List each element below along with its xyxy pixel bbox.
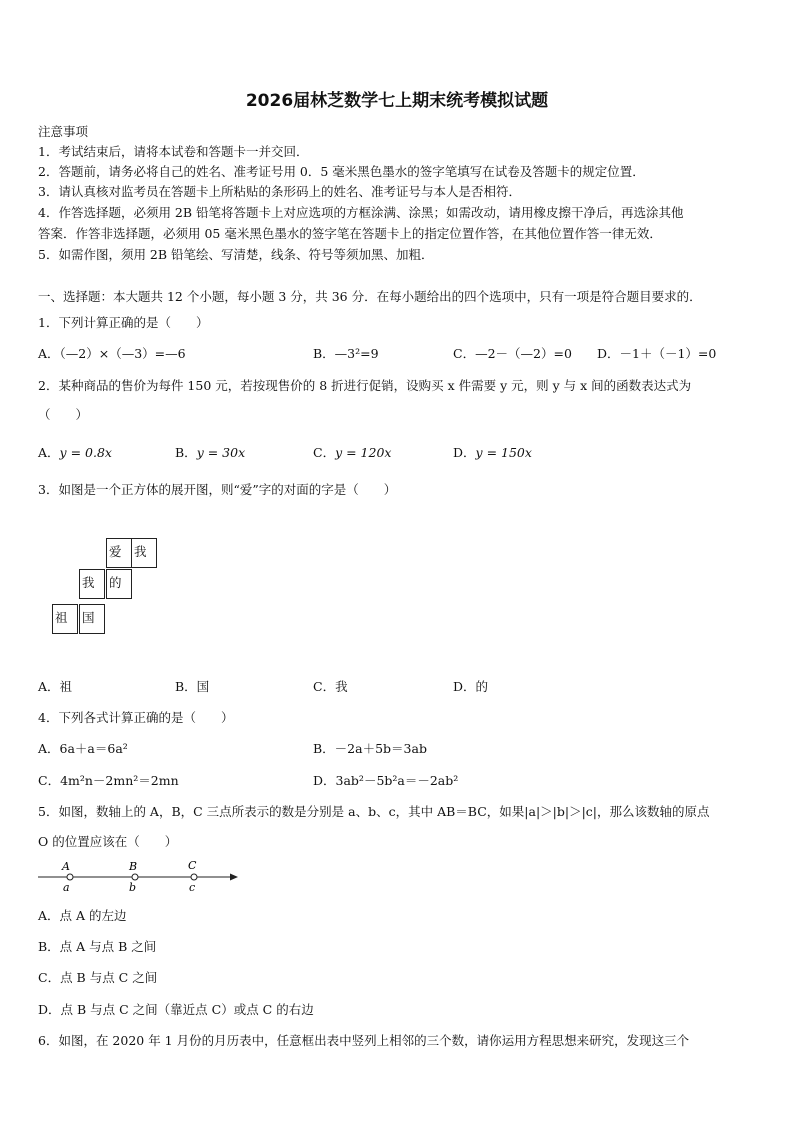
- q3-option-b: B．国: [175, 679, 210, 694]
- q3-option-c: C．我: [313, 679, 348, 694]
- value-c-label: c: [189, 881, 196, 894]
- q2-option-b: B．y = 30x: [175, 445, 246, 460]
- net-cell: 国: [79, 604, 105, 634]
- question-3-stem: 3．如图是一个正方体的展开图，则“爱”字的对面的字是（ ）: [38, 482, 397, 497]
- notice-item: 1．考试结束后，请将本试卷和答题卡一并交回．: [38, 144, 309, 159]
- point-c-marker: [191, 874, 197, 880]
- question-1-stem: 1．下列计算正确的是（ ）: [38, 315, 209, 330]
- notice-item: 4．作答选择题，必须用 2B 铅笔将答题卡上对应选项的方框涂满、涂黑；如需改动，请用橡皮擦干净后，再选涂其他: [38, 205, 684, 220]
- q1-option-b: B．—3²=9: [313, 346, 379, 361]
- question-6-stem: 6．如图，在 2020 年 1 月份的月历表中，任意框出表中竖列上相邻的三个数，请你运用方程思想来研究，发现这三个: [38, 1033, 690, 1048]
- notice-heading: 注意事项: [38, 124, 89, 139]
- cube-net-figure: [52, 538, 156, 644]
- q1-option-d: D．－1＋（－1）=0: [597, 346, 717, 361]
- q1-option-a: A．（—2）×（—3）=—6: [38, 346, 186, 361]
- net-cell: 祖: [52, 604, 78, 634]
- value-a-label: a: [63, 881, 70, 894]
- q5-option-b: B．点 A 与点 B 之间: [38, 939, 157, 954]
- q4-option-d: D．3ab²－5b²a＝－2ab²: [313, 773, 459, 788]
- net-cell: 的: [106, 569, 132, 599]
- point-a-marker: [67, 874, 73, 880]
- q5-option-a: A．点 A 的左边: [38, 908, 127, 923]
- notice-item: 3．请认真核对监考员在答题卡上所粘贴的条形码上的姓名、准考证号与本人是否相符．: [38, 184, 521, 199]
- notice-item: 5．如需作图，须用 2B 铅笔绘、写清楚，线条、符号等须加黑、加粗．: [38, 247, 434, 262]
- question-2-stem-cont: （ ）: [38, 407, 89, 422]
- q1-option-c: C．—2－（—2）=0: [453, 346, 572, 361]
- net-cell: 我: [79, 569, 105, 599]
- question-5-stem: 5．如图，数轴上的 A，B，C 三点所表示的数是分别是 a、b、c，其中 AB＝BC，如果|a|＞|b|＞|c|，那么该数轴的原点: [38, 804, 710, 819]
- q4-option-a: A．6a＋a＝6a²: [38, 741, 128, 756]
- q4-option-c: C．4m²n－2mn²＝2mn: [38, 773, 179, 788]
- q3-option-d: D．的: [453, 679, 489, 694]
- q5-option-d: D．点 B 与点 C 之间（靠近点 C）或点 C 的右边: [38, 1002, 314, 1017]
- notice-item: 答案．作答非选择题，必须用 05 毫米黑色墨水的签字笔在答题卡上的指定位置作答，在其他位置作答一律无效．: [38, 226, 662, 241]
- question-5-stem-cont: O 的位置应该在（ ）: [38, 834, 178, 849]
- number-line-figure: [38, 858, 248, 894]
- net-cell: 我: [131, 538, 157, 568]
- page-title: 2026届林芝数学七上期末统考模拟试题: [245, 91, 549, 111]
- point-a-label: A: [62, 860, 70, 873]
- question-4-stem: 4．下列各式计算正确的是（ ）: [38, 710, 234, 725]
- q2-option-c: C．y = 120x: [313, 445, 392, 460]
- q5-option-c: C．点 B 与点 C 之间: [38, 970, 158, 985]
- point-c-label: C: [188, 859, 197, 872]
- q4-option-b: B．－2a＋5b＝3ab: [313, 741, 427, 756]
- point-b-marker: [132, 874, 138, 880]
- question-2-stem: 2．某种商品的售价为每件 150 元，若按现售价的 8 折进行促销，设购买 x 件需要 y 元，则 y 与 x 间的函数表达式为: [38, 378, 692, 393]
- notice-item: 2．答题前，请务必将自己的姓名、准考证号用 0．5 毫米黑色墨水的签字笔填写在试卷及答题卡的规定位置．: [38, 164, 645, 179]
- q3-option-a: A．祖: [38, 679, 73, 694]
- q2-option-a: A．y = 0.8x: [38, 445, 112, 460]
- value-b-label: b: [129, 881, 137, 894]
- q2-option-d: D．y = 150x: [453, 445, 532, 460]
- number-line-arrow: [230, 874, 238, 881]
- net-cell: 爱: [106, 538, 132, 568]
- section-heading: 一、选择题：本大题共 12 个小题，每小题 3 分，共 36 分．在每小题给出的四个选项中，只有一项是符合题目要求的．: [38, 289, 702, 304]
- point-b-label: B: [129, 860, 138, 873]
